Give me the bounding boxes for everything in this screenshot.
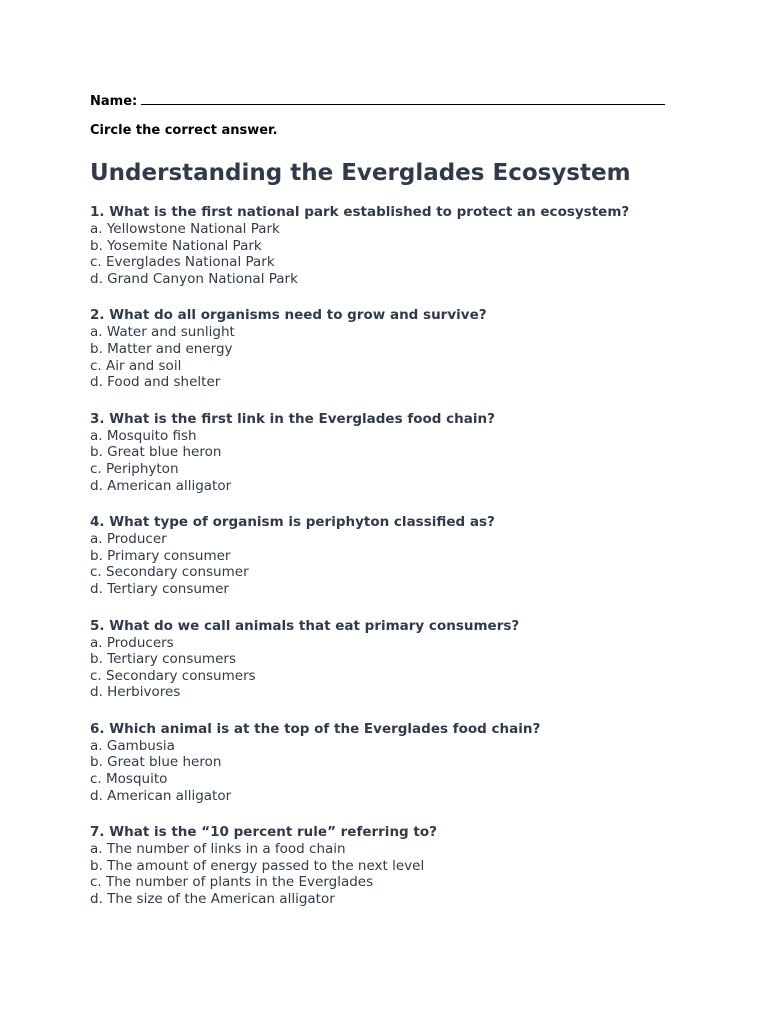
answer-option: b. Tertiary consumers	[90, 651, 236, 668]
question-2	[90, 307, 710, 390]
question-7	[90, 824, 710, 907]
answer-option: a. Gambusia	[90, 737, 175, 754]
name-blank[interactable]	[141, 90, 665, 105]
question-text: 5. What do we call animals that eat primary consumers?	[90, 617, 520, 634]
answer-option: b. The amount of energy passed to the next level	[90, 857, 425, 874]
question-4	[90, 514, 710, 597]
name-line	[90, 90, 710, 112]
question-text: 6. Which animal is at the top of the Everglades food chain?	[90, 720, 541, 737]
answer-option: d. American alligator	[90, 787, 232, 804]
answer-option: d. Tertiary consumer	[90, 580, 229, 597]
answer-option: c. Secondary consumer	[90, 564, 249, 581]
answer-option: b. Matter and energy	[90, 340, 233, 357]
question-6	[90, 721, 710, 804]
answer-option: b. Yosemite National Park	[90, 237, 262, 254]
worksheet	[90, 90, 710, 928]
page-title: Understanding the Everglades Ecosystem	[90, 160, 631, 186]
answer-option: b. Great blue heron	[90, 444, 222, 461]
question-3	[90, 411, 710, 494]
answer-option: c. Secondary consumers	[90, 667, 256, 684]
answer-option: d. Herbivores	[90, 684, 181, 701]
question-1	[90, 204, 710, 287]
question-text: 3. What is the first link in the Everglades food chain?	[90, 410, 495, 427]
answer-option: d. Food and shelter	[90, 374, 221, 391]
answer-option: c. Mosquito	[90, 771, 168, 788]
instruction-text: Circle the correct answer.	[90, 123, 278, 138]
answer-option: c. The number of plants in the Everglades	[90, 874, 374, 891]
answer-option: c. Air and soil	[90, 357, 182, 374]
question-text: 4. What type of organism is periphyton classified as?	[90, 514, 495, 531]
answer-option: a. Yellowstone National Park	[90, 221, 280, 237]
answer-option: c. Periphyton	[90, 460, 179, 477]
answer-option: c. Everglades National Park	[90, 254, 275, 271]
name-label: Name:	[90, 94, 138, 109]
question-list	[90, 204, 710, 908]
question-text: 7. What is the “10 percent rule” referring to?	[90, 824, 437, 841]
answer-option: b. Primary consumer	[90, 547, 231, 564]
question-text: 1. What is the first national park established to protect an ecosystem?	[90, 204, 630, 220]
answer-option: a. The number of links in a food chain	[90, 841, 346, 858]
answer-option: a. Mosquito fish	[90, 427, 197, 444]
answer-option: d. Grand Canyon National Park	[90, 270, 298, 287]
answer-option: a. Producers	[90, 634, 174, 651]
answer-option: a. Producer	[90, 531, 167, 548]
answer-option: a. Water and sunlight	[90, 324, 235, 341]
answer-option: d. The size of the American alligator	[90, 891, 335, 908]
answer-option: d. American alligator	[90, 477, 232, 494]
question-5	[90, 618, 710, 701]
answer-option: b. Great blue heron	[90, 754, 222, 771]
question-text: 2. What do all organisms need to grow and survive?	[90, 307, 487, 324]
